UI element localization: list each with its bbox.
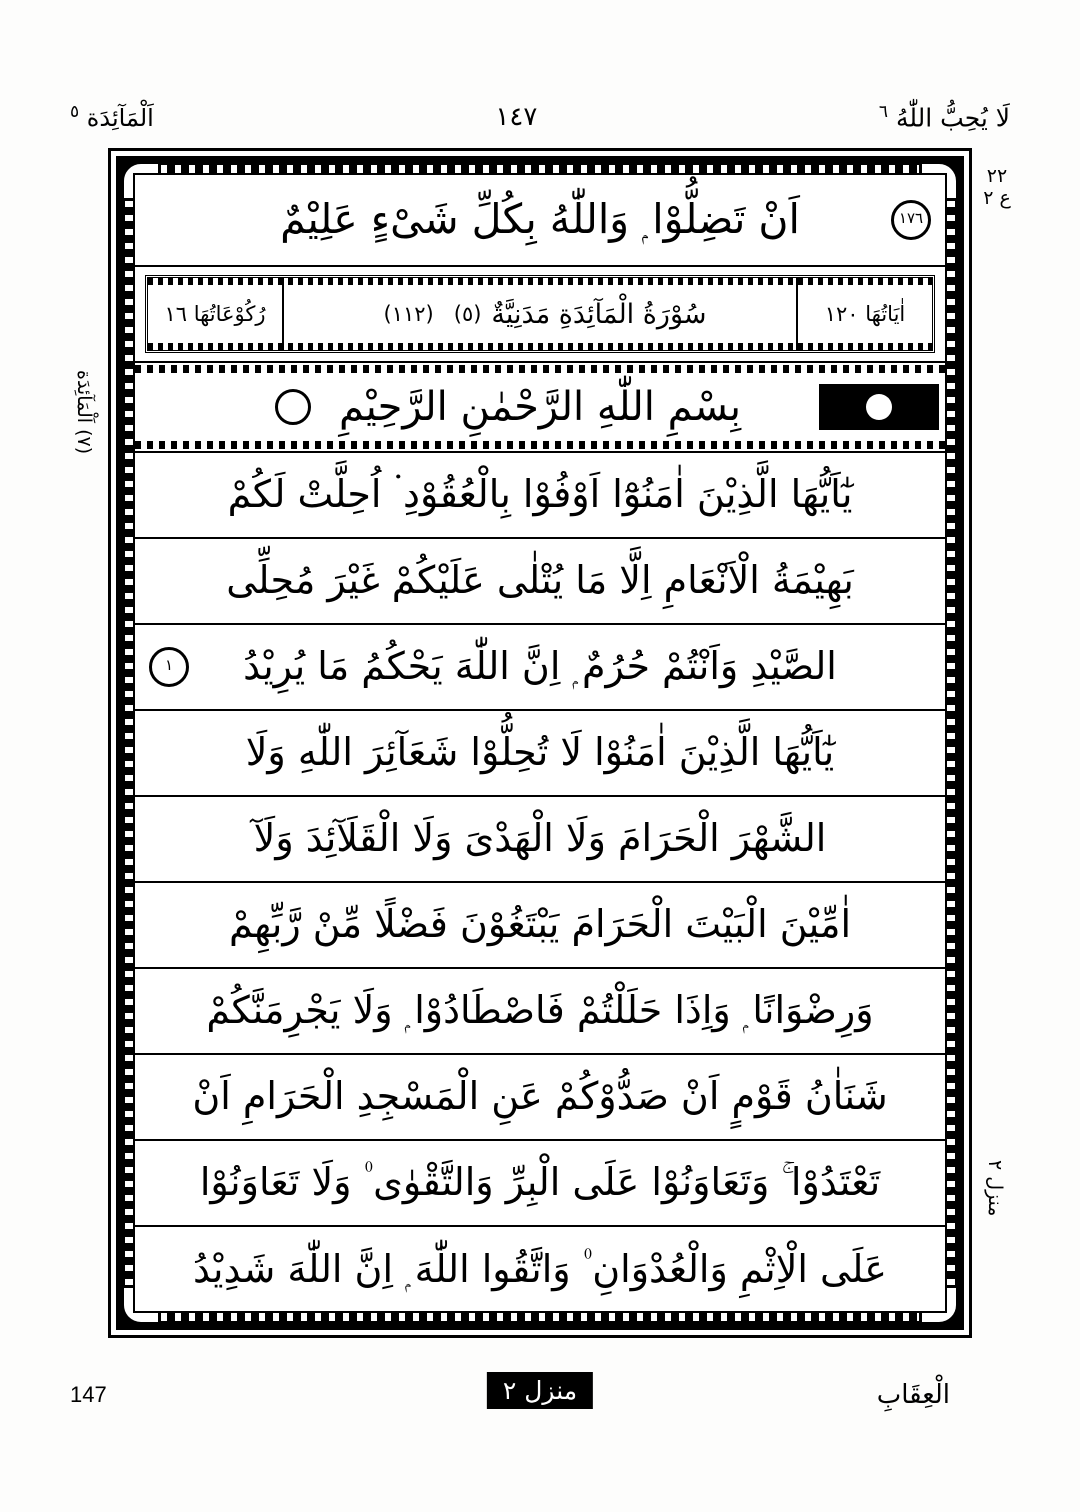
page-footer (70, 1372, 1010, 1416)
verse-line (135, 453, 945, 539)
ayah-marker-icon: ١ (149, 647, 189, 687)
surah-ruku-count: رُكُوْعَاتُهَا ١٦ (148, 278, 284, 350)
header-right-note (878, 101, 1010, 133)
verse-line-top (135, 175, 945, 267)
rosette-icon (275, 389, 311, 425)
header-right-text: لَا يُحِبُّ اللّٰهُ (895, 103, 1010, 133)
verse-text: عَلَى الْاِثْمِ وَالْعُدْوَانِ ۠ وَاتَّقُوا اللّٰهَ ۭ اِنَّ اللّٰهَ شَدِيْدُ (192, 1247, 887, 1292)
verse-line (135, 711, 945, 797)
footer-manzil-badge: منزل ٢ (487, 1372, 593, 1409)
verse-lines (135, 453, 945, 1313)
footer-catchword: الْعِقَابِ (876, 1380, 950, 1410)
surah-heading-box (145, 275, 935, 353)
ayah-marker-icon: ١٧٦ (891, 200, 931, 240)
header-page-number: ١٤٧ (495, 102, 538, 132)
text-frame (108, 148, 972, 1338)
surah-title-text: سُوْرَةُ الْمَآئِدَةِ مَدَنِيَّةٌ (491, 298, 707, 330)
surah-heading (135, 267, 945, 363)
surah-ayah-count: اٰيَاتُهَا ١٢٠ (796, 278, 932, 350)
verse-text: بَهِيْمَةُ الْاَنْعَامِ اِلَّا مَا يُتْلٰى عَلَيْكُمْ غَيْرَ مُحِلِّى (226, 558, 854, 603)
text-block (133, 173, 947, 1313)
surah-title (284, 278, 796, 350)
margin-manzil-note: منزل ٢ (984, 1160, 1006, 1217)
verse-text: الشَّهْرَ الْحَرَامَ وَلَا الْهَدْىَ وَلَا الْقَلَآئِدَ وَلَآ (253, 816, 827, 861)
verse-text: الصَّيْدِ وَاَنْتُمْ حُرُمٌ ۭ اِنَّ اللّٰهَ يَحْكُمُ مَا يُرِيْدُ (243, 644, 837, 689)
header-juz-mark: ٦ (878, 101, 888, 122)
header-surah-label: اَلْمَآئِدَة (86, 104, 154, 132)
verse-line (135, 625, 945, 711)
verse-line (135, 797, 945, 883)
verse-text: تَعْتَدُوْا ۚ وَتَعَاوَنُوْا عَلَى الْبِرِّ وَالتَّقْوٰى ۠ وَلَا تَعَاوَنُوْا (199, 1160, 881, 1205)
verse-line (135, 1141, 945, 1227)
verse-line (135, 1227, 945, 1313)
verse-text: يٰٓاَيُّهَا الَّذِيْنَ اٰمَنُوْا لَا تُحِلُّوْا شَعَآئِرَ اللّٰهِ وَلَا (245, 730, 835, 775)
verse-text: اَنْ تَضِلُّوْا ۭ وَاللّٰهُ بِكُلِّ شَىْءٍ عَلِيْمٌ (280, 195, 800, 244)
verse-text: اٰمِّيْنَ الْبَيْتَ الْحَرَامَ يَبْتَغُوْنَ فَضْلًا مِّنْ رَّبِّهِمْ (228, 902, 852, 947)
header-surah-name (70, 104, 154, 130)
bismillah-band (135, 363, 945, 453)
header-surah-number: ٥ (70, 102, 80, 122)
verse-line (135, 539, 945, 625)
margin-ruku-note: (٧) اَلْمَآئِدَة (73, 370, 95, 455)
page-header (70, 96, 1010, 138)
verse-line (135, 969, 945, 1055)
ornament-block-icon (819, 384, 939, 430)
verse-text: شَنَاٰنُ قَوْمٍ اَنْ صَدُّوْكُمْ عَنِ الْمَسْجِدِ الْحَرَامِ اَنْ (192, 1074, 888, 1119)
verse-line (135, 883, 945, 969)
footer-page-number: 147 (70, 1382, 107, 1407)
surah-order-number: (١١٢) (383, 302, 434, 326)
verse-text: يٰٓاَيُّهَا الَّذِيْنَ اٰمَنُوْٓا اَوْفُوْا بِالْعُقُوْدِ ۬ اُحِلَّتْ لَكُمْ (227, 472, 853, 517)
bismillah-text: بِسْمِ اللّٰهِ الرَّحْمٰنِ الرَّحِيْمِ (338, 384, 742, 430)
verse-text: وَرِضْوَانًا ۭ وَاِذَا حَلَلْتُمْ فَاصْطَادُوْا ۭ وَلَا يَجْرِمَنَّكُمْ (206, 988, 874, 1033)
verse-line (135, 1055, 945, 1141)
margin-juz-marker: ٢٢ ع ٢ (983, 165, 1011, 209)
surah-number: (٥) (453, 302, 482, 326)
